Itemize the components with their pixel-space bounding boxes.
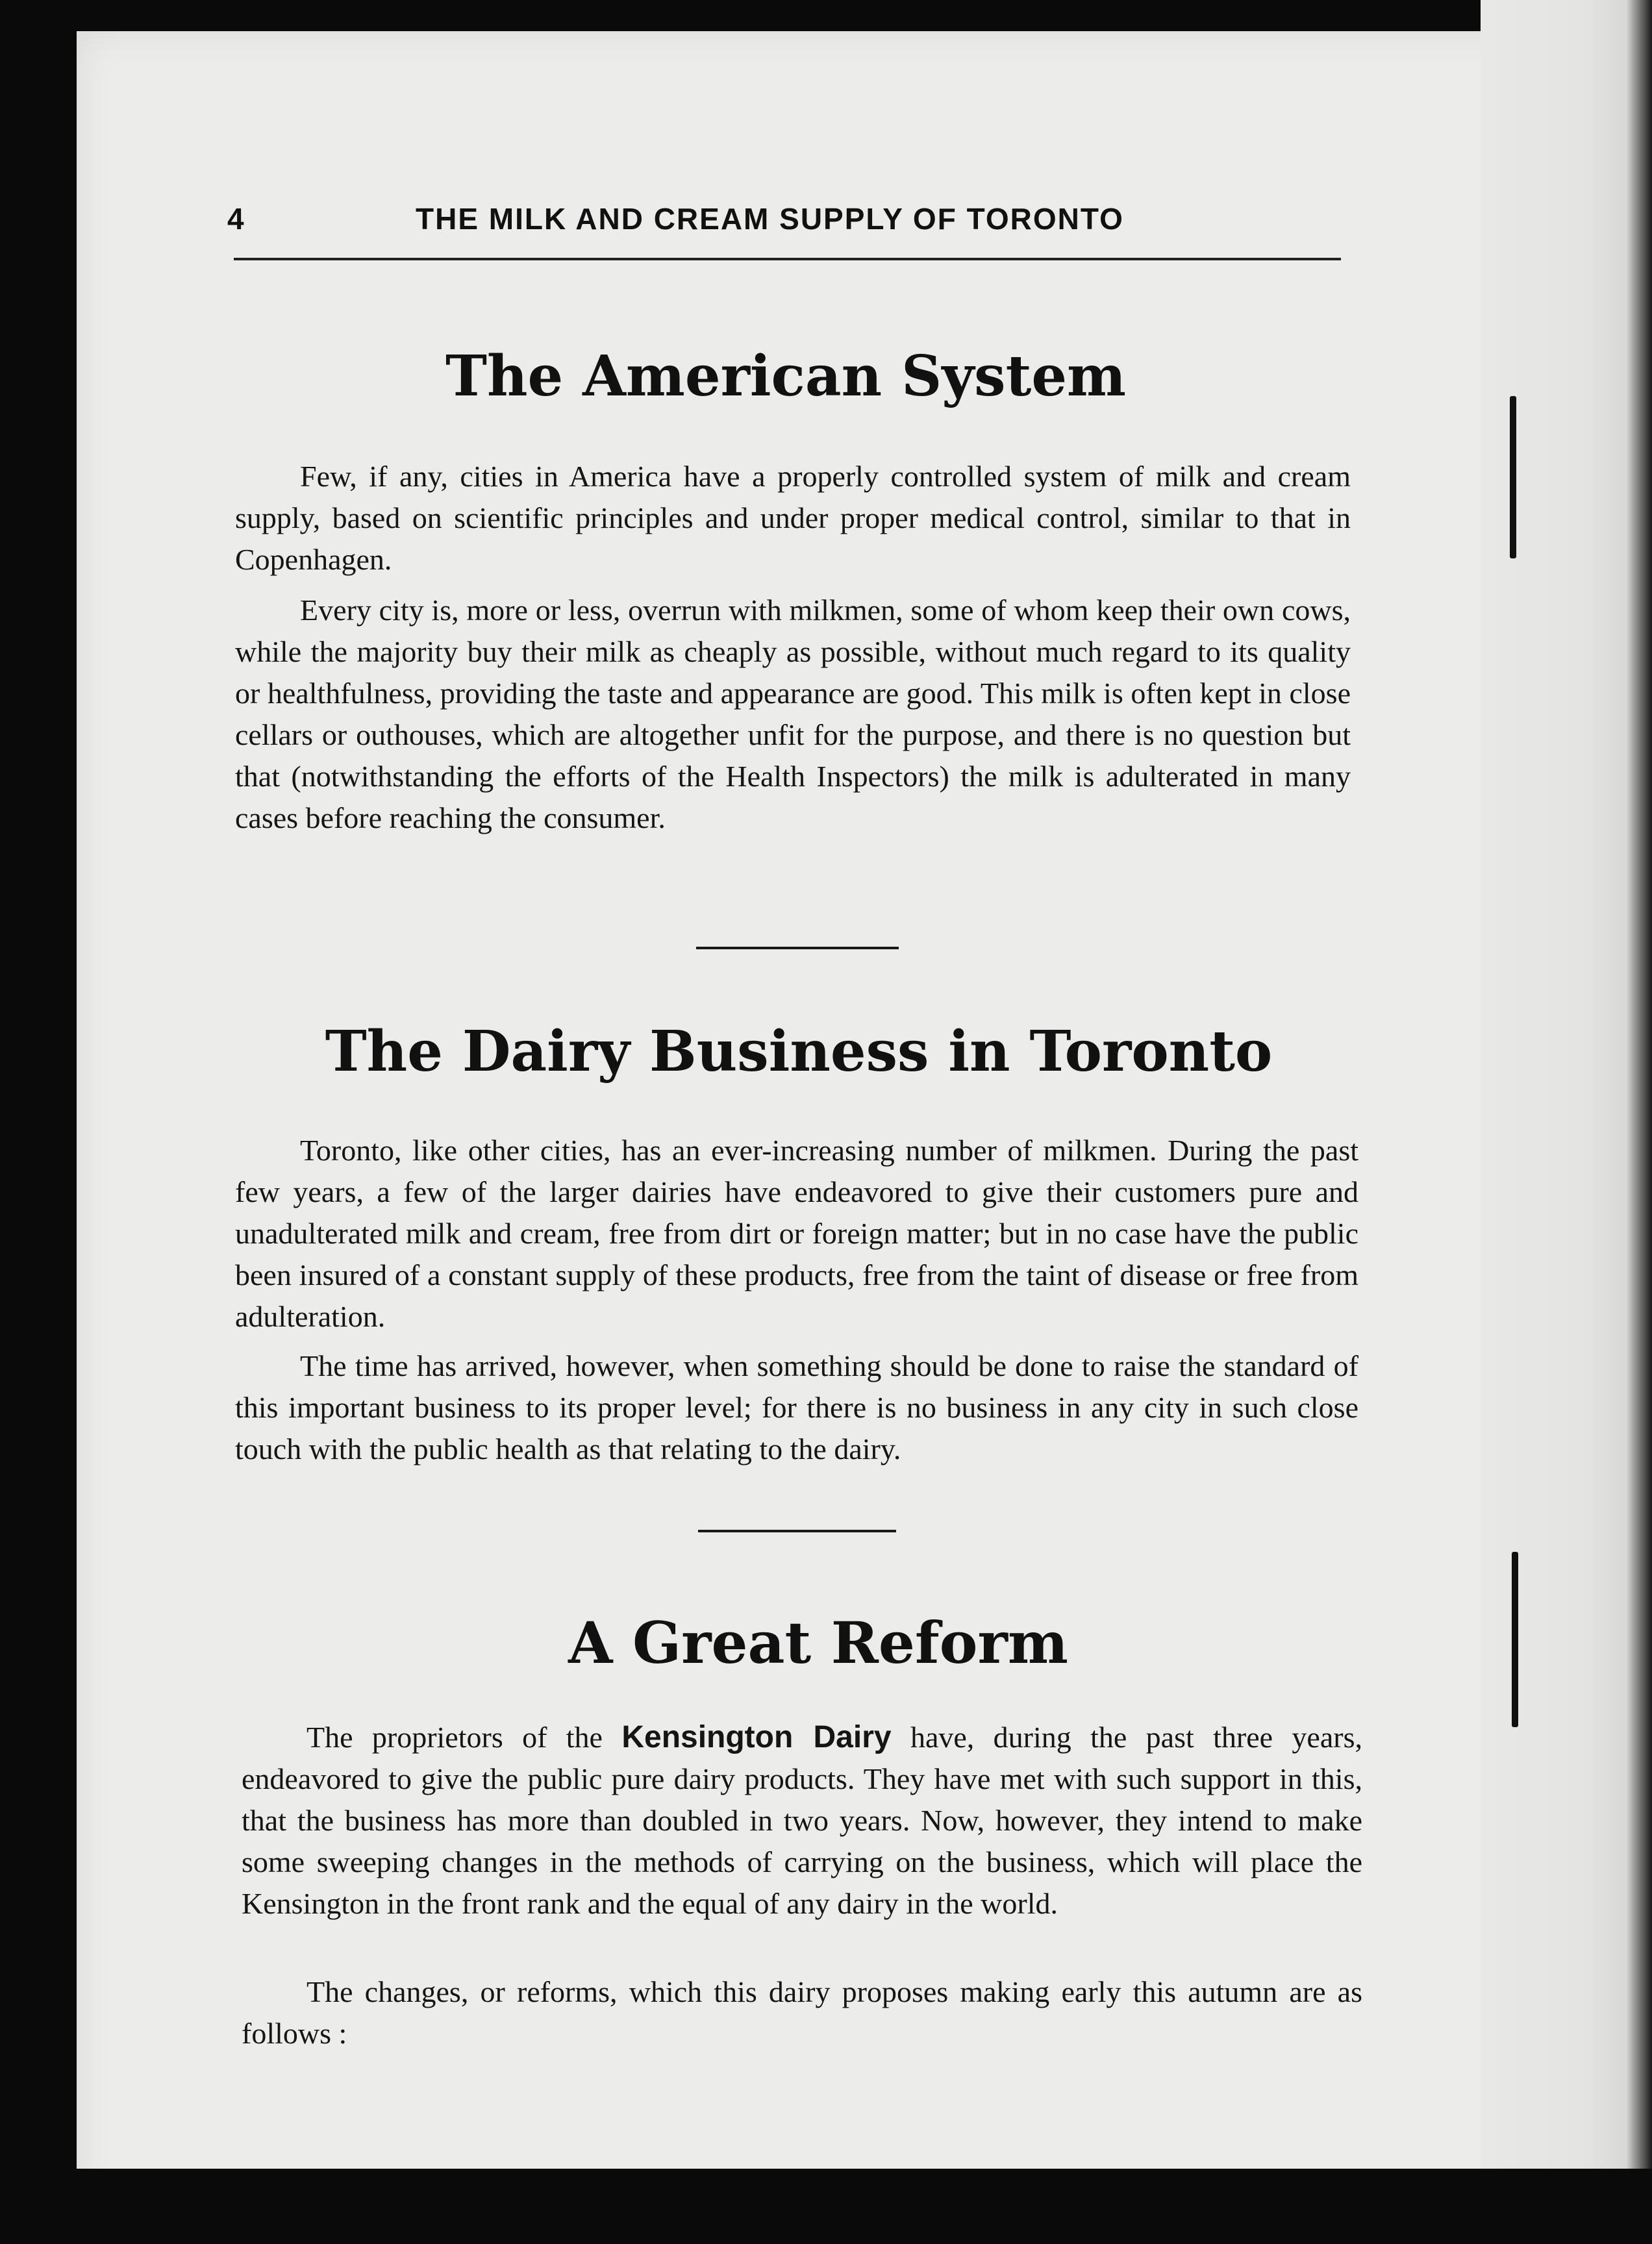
paragraph: The changes, or reforms, which this dairy proposes making early this autumn are as follows : [242, 1975, 1362, 2050]
paragraph: The time has arrived, however, when something should be done to raise the standard of this important business to its proper level; for there is no business in any city in such close touch with the public health as that relating to the dairy. [235, 1349, 1358, 1465]
page-number: 4 [227, 202, 245, 236]
binding-mark-bottom [1512, 1552, 1518, 1727]
page-right-edge [1481, 0, 1652, 2244]
section-heading-dairy-business: The Dairy Business in Toronto [325, 1019, 1273, 1084]
paragraph: Every city is, more or less, overrun with milkmen, some of whom keep their own cows, while the majority buy their milk as cheaply as possible, without much regard to its quality or healthfulness, providing the taste and appearance are good. This milk is often kept in close cellars or outhouses, which are altogether unfit for the purpose, and there is no question but that (notwithstanding the efforts of the Health Inspectors) the milk is adulterated in many cases before reaching the consumer. [235, 593, 1351, 834]
paragraph: Toronto, like other cities, has an ever-increasing number of milkmen. During the past few years, a few of the larger dairies have endeavored to give their customers pure and unadulterated milk and cream, free from dirt or foreign matter; but in no case have the public been insured of a constant supply of these products, free from the taint of disease or free from adulteration. [235, 1134, 1358, 1333]
paragraph-text: The proprietors of the [307, 1721, 622, 1754]
running-header [227, 201, 1344, 240]
scan-bottom-border [0, 2169, 1652, 2244]
section-heading-american-system: The American System [445, 343, 1127, 409]
binding-mark-top [1510, 396, 1516, 558]
paragraph: Few, if any, cities in America have a properly controlled system of milk and cream supply, based on scientific principles and under proper medical control, similar to that in Copenhagen. [235, 460, 1351, 576]
running-title: THE MILK AND CREAM SUPPLY OF TORONTO [416, 202, 1124, 236]
scan-top-border [0, 0, 1652, 31]
section-heading-great-reform: A Great Reform [568, 1609, 1068, 1677]
paragraph-text: have, during the past three years, endeavored to give the public pure dairy products. They have met with such support in this, that the business has more than doubled in two years. Now, however, they intend to make some sweeping changes in the methods of carrying on the business, which will place the Kensington in the front rank and the equal of any dairy in the world. [242, 1721, 1362, 1920]
paragraph [242, 1717, 1362, 1925]
kensington-dairy-name: Kensington Dairy [621, 1720, 892, 1754]
header-rule [234, 258, 1341, 260]
section-divider [696, 947, 899, 949]
section-divider [698, 1530, 896, 1532]
